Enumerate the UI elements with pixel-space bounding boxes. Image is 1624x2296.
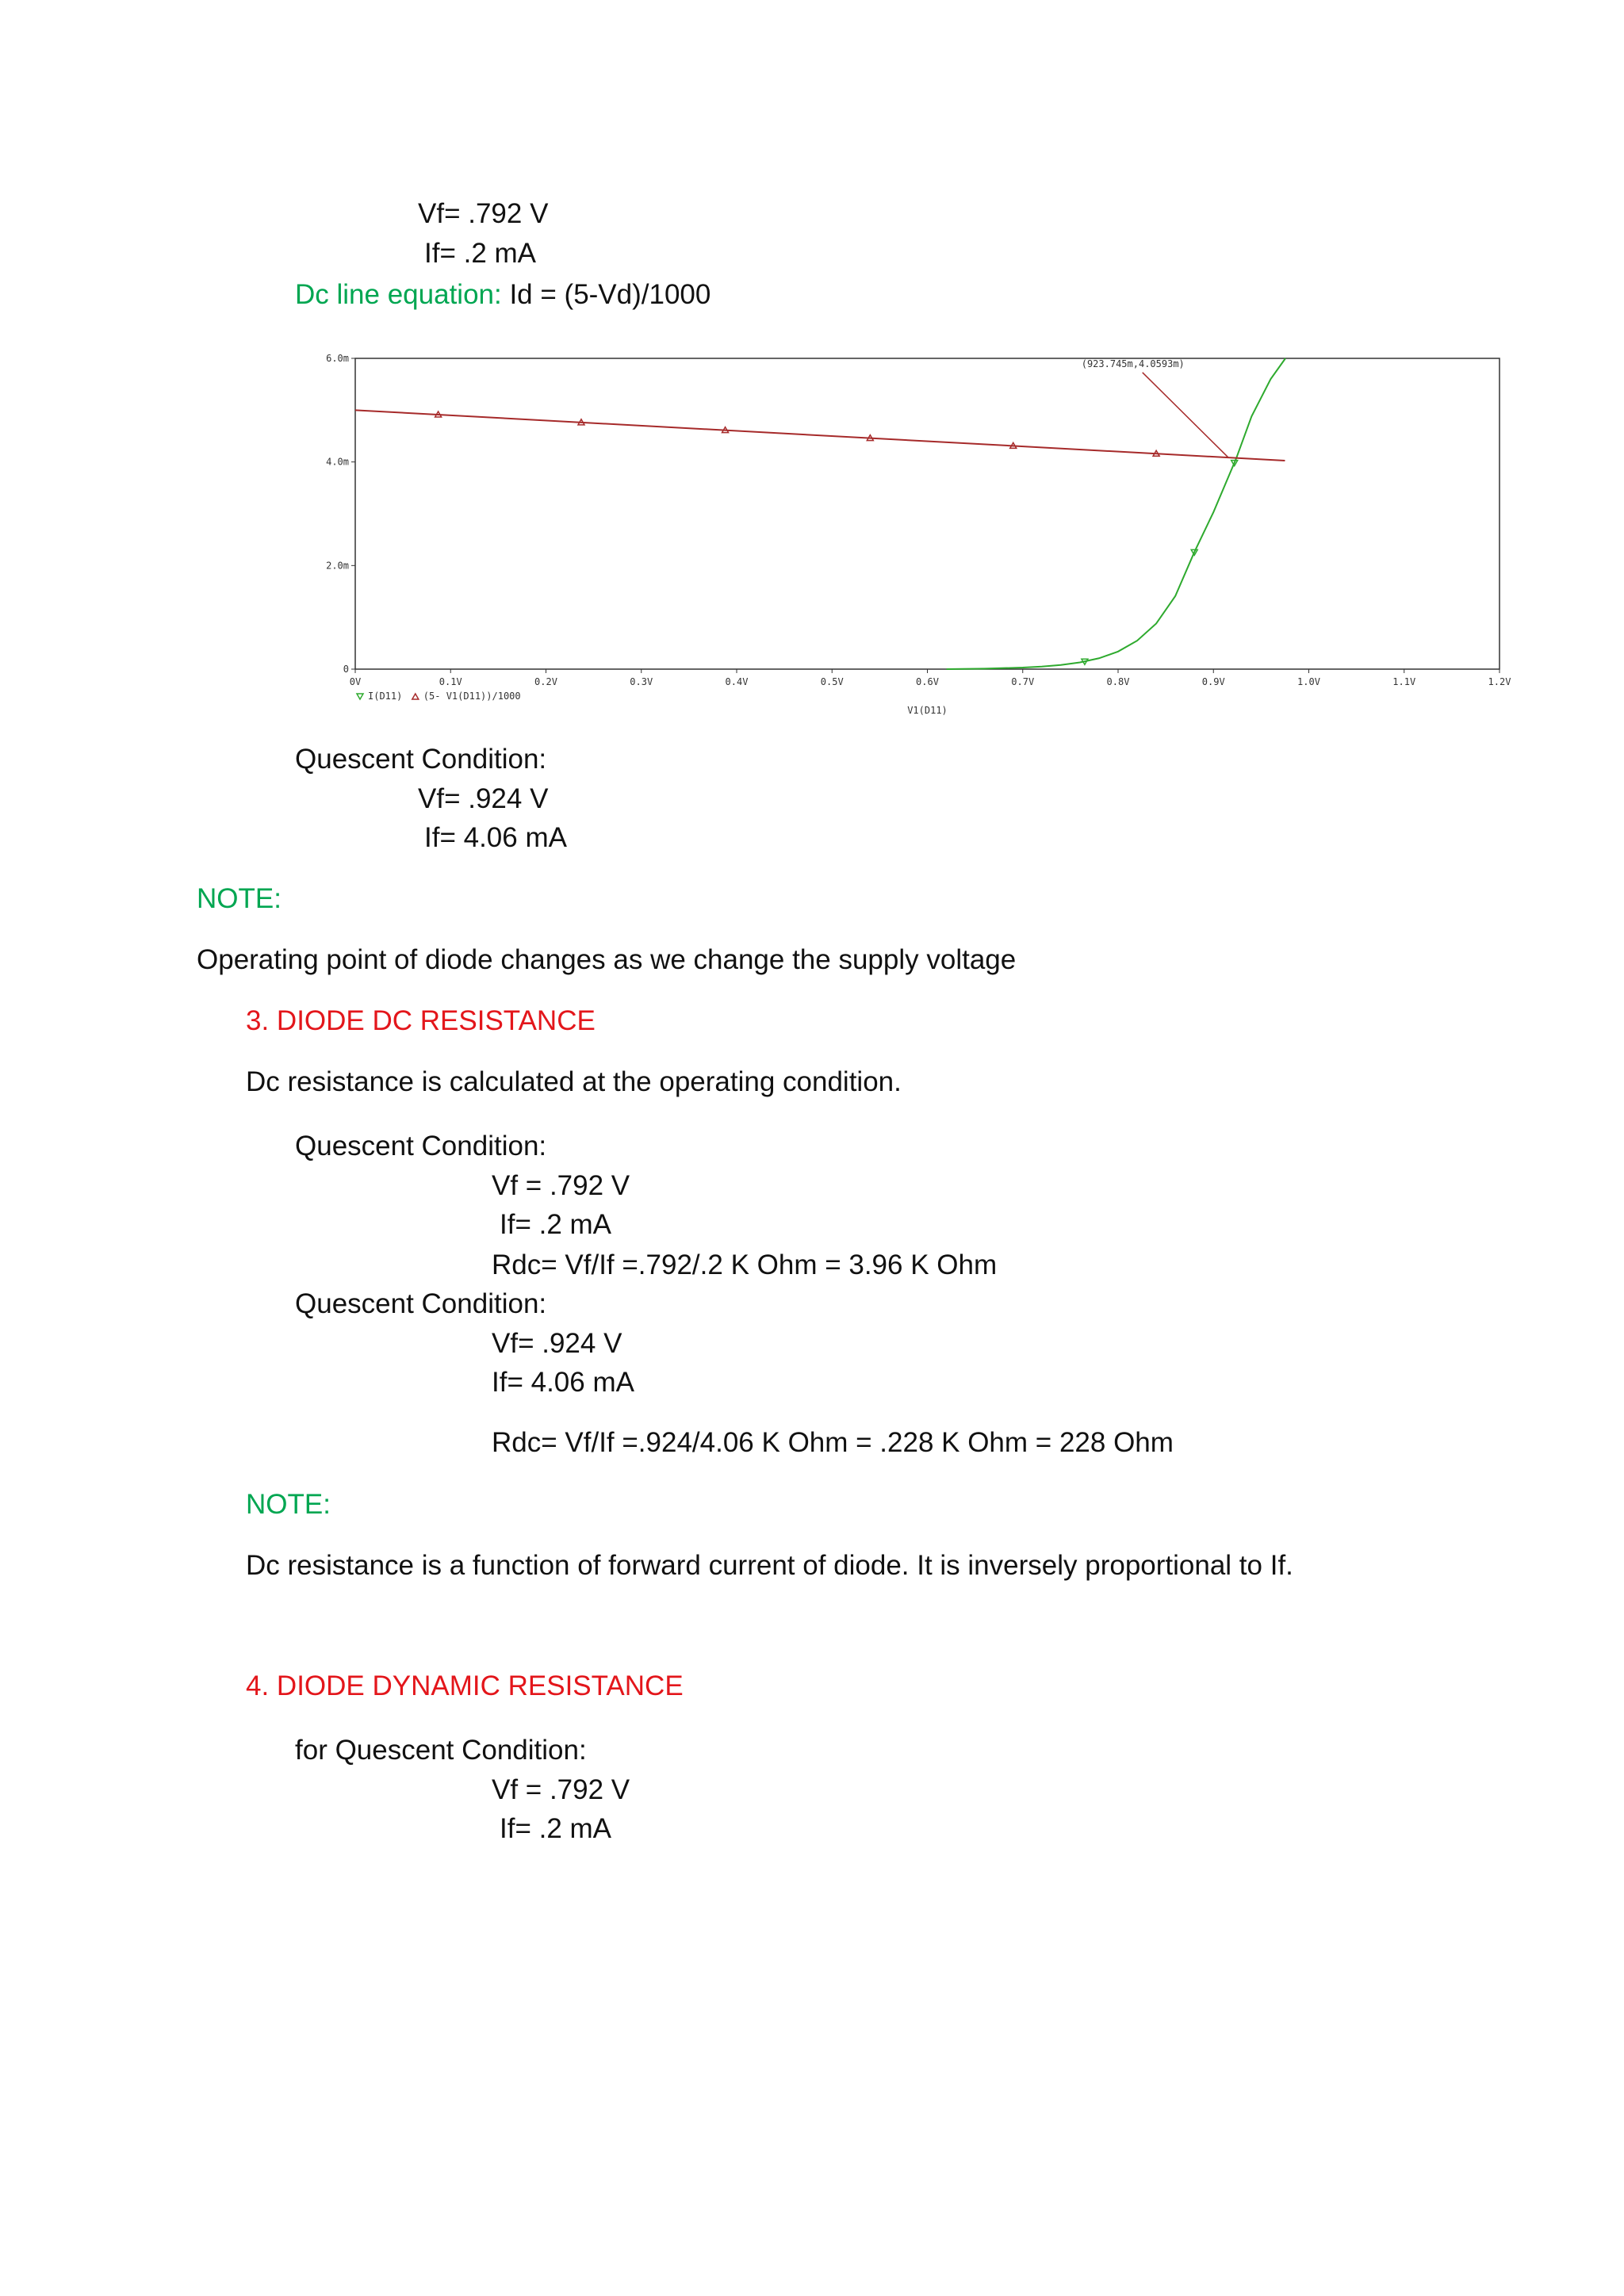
x-tick-label: 1.1V (1392, 676, 1416, 687)
section3-heading: 3. DIODE DC RESISTANCE (246, 1005, 596, 1036)
quiescent1-if: If= 4.06 mA (424, 822, 567, 853)
note1-text: Operating point of diode changes as we change the supply voltage (197, 944, 1017, 975)
section3-q1-if: If= .2 mA (500, 1209, 612, 1240)
x-axis-label: V1(D11) (907, 705, 948, 716)
section3-note-text: Dc resistance is a function of forward current of diode. It is inversely proportional to If. (246, 1550, 1293, 1581)
legend-label-1: I(D11) (368, 691, 403, 702)
dc-line-equation (295, 278, 710, 312)
marker-layer (435, 411, 1238, 664)
tick-layer (326, 353, 1511, 687)
x-tick-label: 0.4V (725, 676, 749, 687)
x-tick-label: 0.8V (1106, 676, 1130, 687)
x-tick-label: 0.3V (630, 676, 653, 687)
cursor-label: (923.745m,4.0593m) (1081, 358, 1185, 369)
series-layer (355, 358, 1285, 669)
x-tick-label: 0.7V (1011, 676, 1035, 687)
section3-q2-vf: Vf= .924 V (492, 1328, 622, 1359)
section3-q2-title: Quescent Condition: (295, 1288, 547, 1319)
quiescent1-vf: Vf= .924 V (418, 783, 549, 814)
section3-q1-vf: Vf = .792 V (492, 1170, 630, 1201)
chart-legend (357, 691, 521, 702)
section3-q1-rdc: Rdc= Vf/If =.792/.2 K Ohm = 3.96 K Ohm (492, 1249, 998, 1280)
y-tick-label: 2.0m (326, 560, 349, 572)
dc-line-eq: Id = (5-Vd)/1000 (501, 279, 711, 310)
diode-load-line-chart (309, 349, 1515, 729)
section4-q-title: for Quescent Condition: (295, 1735, 587, 1766)
section3-q2-rdc: Rdc= Vf/If =.924/4.06 K Ohm = .228 K Ohm = 228 Ohm (492, 1427, 1174, 1458)
section4-if: If= .2 mA (500, 1813, 612, 1844)
section3-text: Dc resistance is calculated at the operating condition. (246, 1066, 902, 1097)
section4-vf: Vf = .792 V (492, 1774, 630, 1805)
x-tick-label: 0V (349, 676, 362, 687)
quiescent1-title: Quescent Condition: (295, 744, 547, 775)
legend-label-2: (5- V1(D11))/1000 (423, 691, 521, 702)
x-tick-label: 1.2V (1488, 676, 1511, 687)
legend-marker-1 (357, 694, 363, 699)
x-tick-label: 0.5V (820, 676, 844, 687)
legend-marker-2 (412, 694, 419, 699)
plot-frame (355, 358, 1500, 669)
section4-heading: 4. DIODE DYNAMIC RESISTANCE (246, 1670, 684, 1701)
x-tick-label: 1.0V (1297, 676, 1320, 687)
cursor-leader-line (1143, 373, 1228, 457)
x-tick-label: 0.6V (916, 676, 939, 687)
note1-label: NOTE: (197, 883, 282, 914)
y-tick-label: 0 (343, 664, 349, 675)
x-tick-label: 0.1V (439, 676, 462, 687)
section3-q2-if: If= 4.06 mA (492, 1367, 634, 1398)
y-tick-label: 4.0m (326, 456, 349, 468)
section3-q1-title: Quescent Condition: (295, 1131, 547, 1161)
x-tick-label: 0.2V (534, 676, 557, 687)
dc-line-label: Dc line equation: (295, 279, 502, 310)
x-tick-label: 0.9V (1201, 676, 1225, 687)
series-line-2 (355, 410, 1285, 461)
series-line-1 (947, 358, 1285, 669)
intro-vf: Vf= .792 V (418, 198, 549, 229)
section3-note-label: NOTE: (246, 1489, 331, 1520)
y-tick-label: 6.0m (326, 353, 349, 364)
intro-if: If= .2 mA (424, 238, 537, 269)
